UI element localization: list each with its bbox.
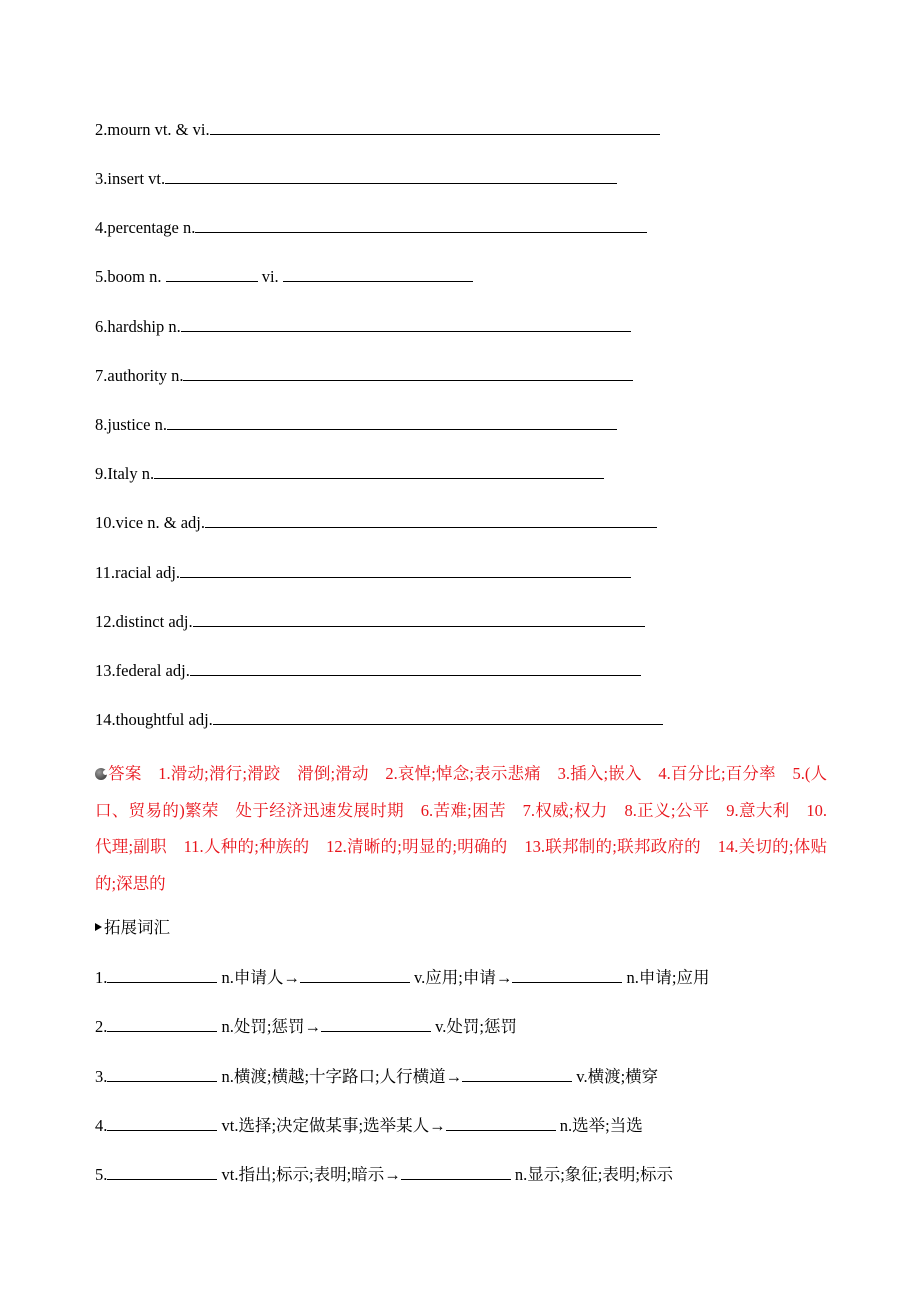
answer-blank[interactable]	[166, 266, 258, 282]
answer-blank[interactable]	[462, 1066, 572, 1082]
vocab-label: 7.authority n.	[95, 366, 184, 385]
answer-blank[interactable]	[401, 1164, 511, 1180]
item-text: v.横渡;横穿	[576, 1067, 659, 1086]
item-number: 4.	[95, 1116, 108, 1135]
answer-blank[interactable]	[107, 1115, 217, 1131]
item-number: 1.	[95, 968, 108, 987]
item-text: vt.选择;决定做某事;选举某人→	[221, 1116, 446, 1135]
answer-blank[interactable]	[183, 365, 633, 381]
answer-blank[interactable]	[107, 1066, 217, 1082]
vocab-item	[95, 316, 631, 337]
extended-item	[95, 1016, 517, 1037]
vocab-label: 4.percentage n.	[95, 218, 196, 237]
vocab-item	[95, 512, 657, 533]
answer-blank[interactable]	[190, 660, 641, 676]
extended-item	[95, 1115, 643, 1136]
answer-blank[interactable]	[167, 414, 617, 430]
answer-heading: 答案	[108, 764, 142, 783]
answer-blank[interactable]	[107, 1016, 217, 1032]
answer-blank[interactable]	[300, 967, 410, 983]
item-text: vt.指出;标示;表明;暗示→	[221, 1165, 401, 1184]
section-title-text: 拓展词汇	[104, 918, 170, 937]
vocab-item	[95, 217, 647, 238]
item-text: n.申请;应用	[626, 968, 710, 987]
answer-blank[interactable]	[205, 512, 657, 528]
item-text: n.显示;象征;表明;标示	[514, 1165, 673, 1184]
extended-item	[95, 967, 709, 988]
answer-blank[interactable]	[213, 709, 663, 725]
item-number: 2.	[95, 1017, 108, 1036]
vocab-label: 8.justice n.	[95, 415, 167, 434]
item-text: n.横渡;横越;十字路口;人行横道→	[221, 1067, 463, 1086]
triangle-bullet-icon	[95, 923, 102, 931]
answer-blank[interactable]	[283, 266, 473, 282]
answer-blank[interactable]	[446, 1115, 556, 1131]
vocab-label: 3.insert vt.	[95, 169, 166, 188]
vocab-item	[95, 414, 617, 435]
answer-block	[95, 756, 827, 902]
vocab-label: 10.vice n. & adj.	[95, 513, 205, 532]
vocab-item	[95, 266, 473, 287]
answer-blank[interactable]	[107, 1164, 217, 1180]
vocab-label-2: vi.	[261, 267, 279, 286]
item-text: n.选举;当选	[559, 1116, 643, 1135]
item-number: 3.	[95, 1067, 108, 1086]
vocab-item	[95, 611, 645, 632]
answer-blank[interactable]	[154, 463, 604, 479]
answer-blank[interactable]	[321, 1016, 431, 1032]
item-number: 5.	[95, 1165, 108, 1184]
item-text: n.处罚;惩罚→	[221, 1017, 321, 1036]
answer-icon	[95, 768, 107, 780]
item-text: v.应用;申请→	[414, 968, 513, 987]
vocab-label: 6.hardship n.	[95, 317, 181, 336]
answer-blank[interactable]	[193, 611, 645, 627]
answer-blank[interactable]	[107, 967, 217, 983]
answer-blank[interactable]	[181, 316, 631, 332]
vocab-label: 5.boom n.	[95, 267, 162, 286]
vocab-item	[95, 365, 633, 386]
vocab-label: 11.racial adj.	[95, 563, 181, 582]
answer-blank[interactable]	[512, 967, 622, 983]
vocab-item	[95, 562, 631, 583]
item-text: n.申请人→	[221, 968, 300, 987]
extended-item	[95, 1066, 658, 1087]
vocab-label: 9.Italy n.	[95, 464, 155, 483]
extended-item	[95, 1164, 673, 1185]
vocab-item	[95, 119, 660, 140]
vocab-label: 12.distinct adj.	[95, 612, 193, 631]
vocab-item	[95, 168, 617, 189]
answer-blank[interactable]	[210, 119, 660, 135]
answer-blank[interactable]	[180, 562, 631, 578]
answer-text: 1.滑动;滑行;滑跤 滑倒;滑动 2.哀悼;悼念;表示悲痛 3.插入;嵌入 4.百分比;百分率 5.(人口、贸易的)繁荣 处于经济迅速发展时期 6.苦难;困苦 7.权威;权力 8.正义;公平 9.意大利 10.代理;副职 11.人种的;种族的 12.清晰的;明显的;明确的 13.联邦制的;联邦政府的 14.关切的;体贴的;深思的	[95, 764, 828, 893]
vocab-item	[95, 709, 663, 730]
vocab-label: 13.federal adj.	[95, 661, 190, 680]
vocab-label: 2.mourn vt. & vi.	[95, 120, 210, 139]
vocab-label: 14.thoughtful adj.	[95, 710, 213, 729]
section-title	[95, 918, 170, 938]
vocab-item	[95, 463, 604, 484]
answer-blank[interactable]	[195, 217, 647, 233]
item-text: v.处罚;惩罚	[435, 1017, 517, 1036]
answer-blank[interactable]	[165, 168, 617, 184]
vocab-item	[95, 660, 641, 681]
